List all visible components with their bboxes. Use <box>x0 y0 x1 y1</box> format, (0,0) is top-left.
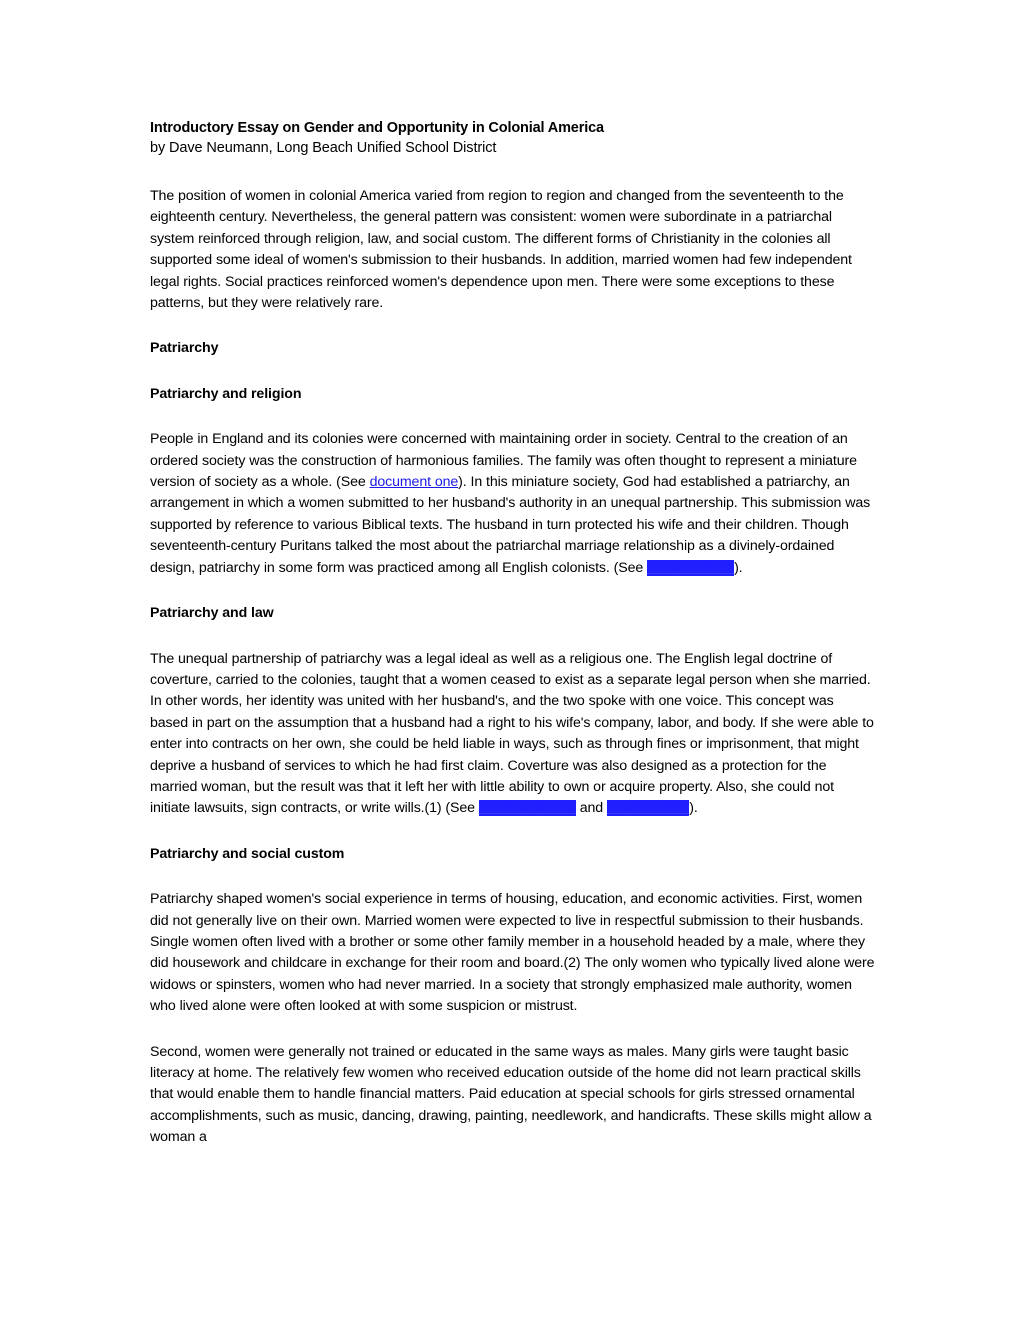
spacer <box>150 1018 875 1042</box>
religion-paragraph <box>150 429 875 579</box>
law-text-part-3: ). <box>689 800 698 817</box>
subsection-heading-social-custom: Patriarchy and social custom <box>150 845 345 862</box>
spacer <box>150 579 875 603</box>
author-byline: by Dave Neumann, Long Beach Unified School District <box>150 140 497 156</box>
spacer <box>150 625 875 649</box>
spacer <box>150 360 875 384</box>
law-text-part-2: and <box>575 800 607 817</box>
religion-text-part-1: People in England and its colonies were concerned with maintaining order in society. Central to the creation of an ordered society was the construction of harmonious families. The family was often thought to represent a miniature version of society as a whole. (See <box>150 431 857 491</box>
subsection-heading-religion: Patriarchy and religion <box>150 385 302 402</box>
subsection-heading-law: Patriarchy and law <box>150 605 274 622</box>
link-document-three[interactable]: document three <box>478 800 576 817</box>
social-custom-paragraph-1: Patriarchy shaped women's social experience in terms of housing, education, and economic activities. First, women did not generally live on their own. Married women were expected to live in respectful submission to their husbands. Single women often lived with a brother or some other family member in a household headed by a male, where they did housework and childcare in exchange for their room and board.(2) The only women who typically lived alone were widows or spinsters, women who had never married. In a society that strongly emphasized male authority, women who lived alone were often looked at with some suspicion or mistrust. <box>150 891 875 1015</box>
law-paragraph <box>150 649 875 820</box>
intro-paragraph: The position of women in colonial America varied from region to region and changed from the seventeenth to the eighteenth century. Nevertheless, the general pattern was consistent: women were subordinate in a patriarchal system reinforced through religion, law, and social custom. The different forms of Christianity in the colonies all supported some ideal of women's submission to their husbands. In addition, married women had few independent legal rights. Social practices reinforced women's dependence upon men. There were some exceptions to these patterns, but they were relatively rare. <box>150 188 852 312</box>
page-bottom-clip <box>0 1190 1024 1325</box>
social-custom-paragraph-2: Second, women were generally not trained or educated in the same ways as males. Many girls were taught basic literacy at home. The relatively few women who received education outside of the home did not learn practical skills that would enable them to handle financial matters. Paid education at special schools for girls stressed ornamental accomplishments, such as music, dancing, drawing, painting, needlework, and handicrafts. These skills might allow a woman a <box>150 1043 872 1146</box>
law-text-part-1: The unequal partnership of patriarchy was a legal ideal as well as a religious one. The English legal doctrine of coverture, carried to the colonies, taught that a women ceased to exist as a separate legal person when she married. In other words, her identity was united with her husband's, and the two spoke with one voice. This concept was based in part on the assumption that a husband had a right to his wife's company, labor, and body. If she were able to enter into contracts on her own, she could be held liable in ways, such as through fines or imprisonment, that might deprive a husband of services to which he had first claim. Coverture was also designed as a protection for the married woman, but the result was that it left her with little ability to own or acquire property. Also, she could not initiate lawsuits, sign contracts, or write wills.(1) (See <box>150 650 874 817</box>
spacer <box>150 865 875 889</box>
page-title: Introductory Essay on Gender and Opportunity in Colonial America <box>150 120 604 136</box>
religion-text-part-3: ). <box>734 559 743 576</box>
spacer <box>150 820 875 844</box>
religion-text-part-2: ). In this miniature society, God had established a patriarchy, an arrangement in which a women submitted to her husband's authority in an unequal partnership. This submission was supported by reference to various Biblical texts. The husband in turn protected his wife and their children. Though seventeenth-century Puritans talked the most about the patriarchal marriage relationship as a divinely-ordained design, patriarchy in some form was practiced among all English colonists. (See <box>150 474 871 576</box>
spacer <box>150 314 875 338</box>
spacer <box>150 405 875 429</box>
link-document-six[interactable]: document six <box>606 800 690 817</box>
link-document-one[interactable]: document one <box>369 474 459 491</box>
section-heading-patriarchy: Patriarchy <box>150 340 219 357</box>
spacer <box>150 158 875 186</box>
link-document-two[interactable]: document two <box>647 559 735 576</box>
